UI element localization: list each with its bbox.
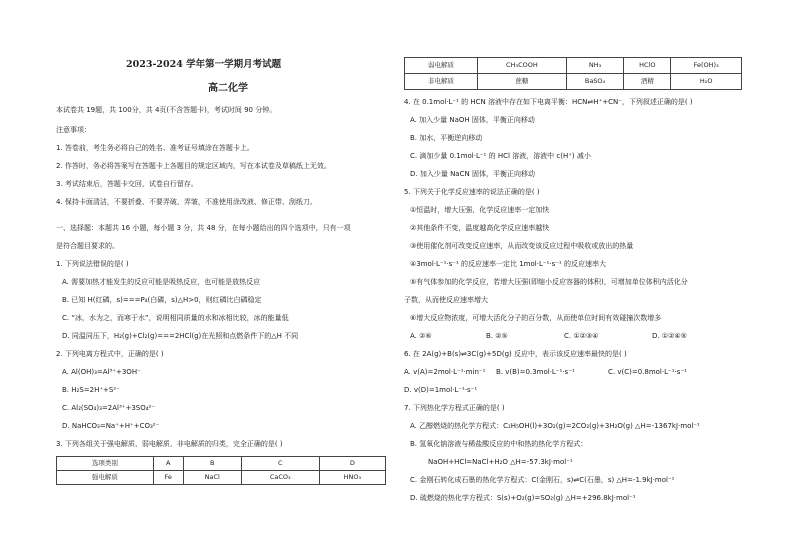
q4-option: C. 滴加少量 0.1mol·L⁻¹ 的 HCl 溶液，溶液中 c(H⁺) 减小 [410,152,591,160]
q5-item: ③使用催化剂可改变反应速率，从而改变该反应过程中吸收或放出的热量 [410,242,634,250]
q4-option: B. 加水，平衡逆向移动 [410,134,483,142]
table-cell: D [319,457,385,471]
q5-item: ④3mol·L⁻¹·s⁻¹ 的反应速率一定比 1mol·L⁻¹·s⁻¹ 的反应速率大 [410,260,606,268]
table-cell: BaSO₄ [566,74,624,90]
q7-option: C. 金刚石转化成石墨的热化学方程式：C(金刚石，s)⇌C(石墨，s) △H=-1.9kJ·mol⁻¹ [410,476,675,484]
table-cell: 蔗糖 [478,74,567,90]
q3-table-part2 [404,57,742,90]
q5-item: ⑤有气体参加的化学反应，若增大压强(即缩小反应容器的体积)，可增加单位体积内活化分 [410,278,688,286]
q6-option: B. v(B)=0.3mol·L⁻¹·s⁻¹ [496,368,575,376]
q3-table-header-row [57,457,386,471]
q5-stem: 5. 下列关于化学反应速率的说法正确的是( ) [404,188,540,196]
q1-option: D. 同温同压下，H₂(g)+Cl₂(g)===2HCl(g)在光照和点燃条件下的△H 不同 [62,332,299,340]
intro-text: 本试卷共 19题，共 100分，共 4页(不含答题卡)，考试时间 90 分钟。 [56,106,277,114]
q7-option: D. 硫燃烧的热化学方程式：S(s)+O₂(g)=SO₂(g) △H=+296.8kJ·mol⁻¹ [410,494,636,502]
q6-stem: 6. 在 2A(g)+B(s)⇌3C(g)+5D(g) 反应中，表示该反应速率最快的是( ) [404,350,627,358]
table-cell: Fe [153,471,183,485]
q6-option: D. v(D)=1mol·L⁻¹·s⁻¹ [404,386,478,394]
table-cell: B [183,457,241,471]
notice-heading: 注意事项： [56,126,91,134]
q6-option: C. v(C)=0.8mol·L⁻¹·s⁻¹ [608,368,687,376]
part1-heading: 一、选择题：本题共 16 小题，每小题 3 分，共 48 分，在每小题给出的四个选项中，只有一项 [56,224,351,232]
q7-option-cont: NaOH+HCl=NaCl+H₂O △H=-57.3kJ·mol⁻¹ [428,458,573,466]
table-cell: 弱电解质 [405,58,478,74]
q5-option: C. ①②③④ [564,332,599,340]
table-cell: H₂O [671,74,742,90]
q1-option: C. “冰，水为之，而寒于水”，说明相同质量的水和冰相比较，冰的能量低 [62,314,289,322]
q5-option: B. ②⑤ [486,332,508,340]
table-cell: CH₃COOH [478,58,567,74]
q5-item-cont: 子数，从而使反应速率增大 [404,296,488,304]
table-cell: Fe(OH)₃ [671,58,742,74]
q7-option: A. 乙醇燃烧的热化学方程式：C₂H₅OH(l)+3O₂(g)=2CO₂(g)+3H₂O(g) △H=-1367kJ·mol⁻¹ [410,422,700,430]
table-cell: 酒精 [624,74,671,90]
q2-option: D. NaHCO₃=Na⁺+H⁺+CO₃²⁻ [62,422,160,430]
table-cell: 非电解质 [405,74,478,90]
table-cell: NaCl [183,471,241,485]
q5-item: ②其他条件不变，温度越高化学反应速率越快 [410,224,550,232]
table-cell: CaCO₃ [241,471,319,485]
q3-table-part1 [56,456,386,485]
q5-option: D. ①②④⑤ [652,332,687,340]
q6-option: A. v(A)=2mol·L⁻¹·min⁻¹ [404,368,486,376]
q4-option: A. 加入少量 NaOH 固体，平衡正向移动 [410,116,535,124]
table-cell: C [241,457,319,471]
q2-stem: 2. 下列电离方程式中，正确的是( ) [56,350,164,358]
q1-option: A. 需要加热才能发生的反应可能是吸热反应，也可能是放热反应 [62,278,261,286]
q5-option: A. ②⑥ [410,332,432,340]
q3-table-row-non [405,74,742,90]
q1-option: B. 已知 H(红磷，s)===P₄(白磷，s)△H>0，则红磷比白磷稳定 [62,296,262,304]
table-cell: NH₃ [566,58,624,74]
q1-stem: 1. 下列说法错误的是( ) [56,260,129,268]
q7-stem: 7. 下列热化学方程式正确的是( ) [404,404,505,412]
q4-option: D. 加入少量 NaCN 固体，平衡正向移动 [410,170,535,178]
notice-item: 4. 保持卡面清洁，不要折叠、不要弄破、弄皱，不准使用涂改液、修正带、刮纸刀。 [56,198,317,206]
q4-stem: 4. 在 0.1mol·L⁻¹ 的 HCN 溶液中存在如下电离平衡：HCN⇌H⁺+CN⁻，下列叙述正确的是( ) [404,98,693,106]
part1-heading-cont: 是符合题目要求的。 [56,242,119,250]
notice-item: 1. 答卷前，考生务必将自己的姓名、准考证号填涂在答题卡上。 [56,144,254,152]
q3-table-row-strong [57,471,386,485]
q2-option: B. H₂S=2H⁺+S²⁻ [62,386,120,394]
exam-subject: 高二化学 [208,83,248,94]
q2-option: C. Al₂(SO₄)₃=2Al³⁺+3SO₄²⁻ [62,404,156,412]
q7-option: B. 氢氧化钠溶液与稀盐酸反应的中和热的热化学方程式： [410,440,588,448]
notice-item: 3. 考试结束后，答题卡交回，试卷自行留存。 [56,180,198,188]
q5-item: ⑥增大反应物浓度，可增大活化分子的百分数，从而使单位时间有效碰撞次数增多 [410,314,662,322]
q3-table-row-weak [405,58,742,74]
table-cell: HClO [624,58,671,74]
table-cell: A [153,457,183,471]
table-cell: 强电解质 [57,471,154,485]
table-cell: 选项类别 [57,457,154,471]
q3-stem: 3. 下列各组关于强电解质、弱电解质、非电解质的归类，完全正确的是( ) [56,440,283,448]
q5-item: ①恒温时，增大压强，化学反应速率一定加快 [410,206,550,214]
exam-title: 2023-2024 学年第一学期月考试题 [126,59,282,70]
q2-option: A. Al(OH)₃=Al³⁺+3OH⁻ [62,368,141,376]
table-cell: HNO₃ [319,471,385,485]
notice-item: 2. 作答时，务必将答案写在答题卡上各题目的规定区域内，写在本试卷及草稿纸上无效。 [56,162,331,170]
